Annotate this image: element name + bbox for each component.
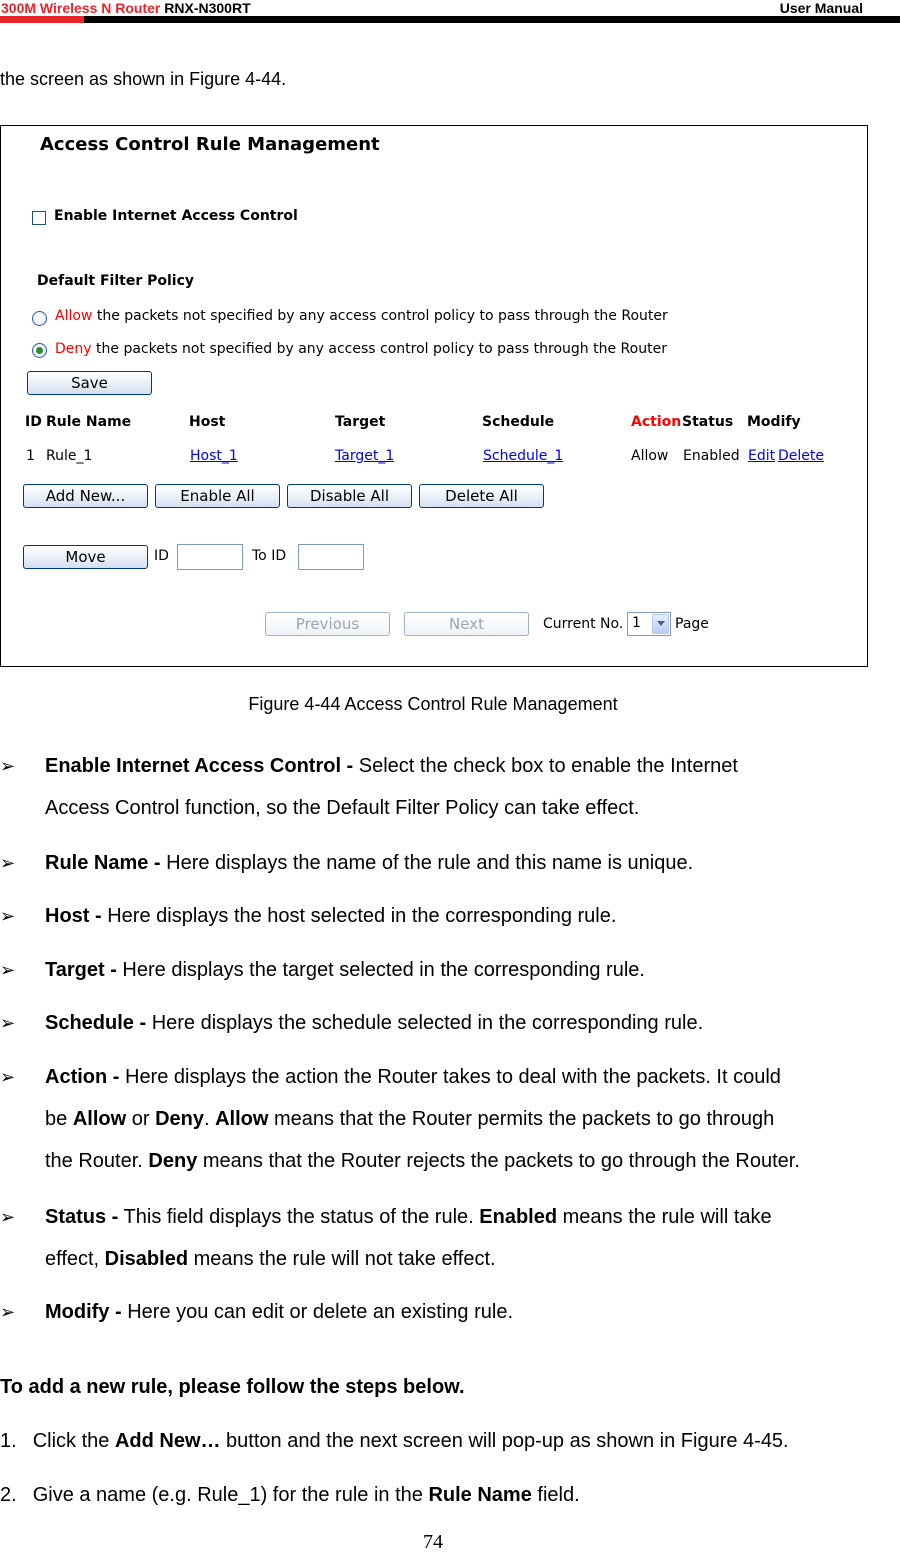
page-header	[0, 0, 900, 22]
figure-screenshot	[0, 125, 868, 667]
enable-access-control-label: Enable Internet Access Control	[54, 208, 298, 224]
page-number: 74	[423, 1531, 443, 1553]
col-status: Status	[682, 414, 734, 430]
bullet-icon: ➢	[0, 906, 16, 926]
figure-title: Access Control Rule Management	[40, 134, 380, 155]
delete-all-button[interactable]: Delete All	[419, 484, 544, 508]
col-id: ID	[25, 414, 42, 430]
bullet-icon: ➢	[0, 756, 16, 776]
header-model: 300M Wireless N Router RNX-N300RT	[1, 0, 251, 16]
allow-radio[interactable]	[32, 311, 47, 326]
id-label: ID	[154, 548, 169, 564]
bullet-icon: ➢	[0, 960, 16, 980]
deny-policy-label: Deny the packets not specified by any access control policy to pass through the Router	[55, 341, 667, 357]
page-label: Page	[675, 616, 709, 632]
enable-all-button[interactable]: Enable All	[155, 484, 280, 508]
page-select-value: 1	[632, 615, 641, 631]
steps-heading: To add a new rule, please follow the steps below.	[0, 1376, 465, 1398]
step-item: 2. Give a name (e.g. Rule_1) for the rule in the Rule Name field.	[0, 1484, 580, 1506]
header-doc-type: User Manual	[779, 0, 863, 16]
edit-link[interactable]: Edit	[748, 448, 776, 464]
col-modify: Modify	[747, 414, 801, 430]
previous-button[interactable]: Previous	[265, 612, 390, 636]
host-link[interactable]: Host_1	[190, 448, 238, 464]
add-new-button[interactable]: Add New...	[23, 484, 148, 508]
enable-access-control-checkbox[interactable]	[32, 211, 46, 225]
bullet-icon: ➢	[0, 1207, 16, 1227]
col-rule-name: Rule Name	[46, 414, 132, 430]
target-link[interactable]: Target_1	[335, 448, 395, 464]
cell-status: Enabled	[683, 448, 740, 464]
current-no-label: Current No.	[543, 616, 624, 632]
cell-id: 1	[26, 448, 35, 464]
header-rule-accent	[0, 16, 84, 23]
col-schedule: Schedule	[482, 414, 555, 430]
figure-caption: Figure 4-44 Access Control Rule Management	[248, 694, 618, 714]
step-item: 1. Click the Add New… button and the next screen will pop-up as shown in Figure 4-45.	[0, 1430, 789, 1452]
delete-link[interactable]: Delete	[778, 448, 824, 464]
bullet-icon: ➢	[0, 1302, 16, 1322]
to-id-label: To ID	[252, 548, 287, 564]
chevron-down-icon	[652, 614, 669, 634]
allow-policy-label: Allow the packets not specified by any access control policy to pass through the Router	[55, 308, 668, 324]
col-target: Target	[335, 414, 386, 430]
intro-text: the screen as shown in Figure 4-44.	[0, 69, 287, 89]
default-filter-policy-label: Default Filter Policy	[37, 273, 195, 289]
schedule-link[interactable]: Schedule_1	[483, 448, 564, 464]
col-host: Host	[189, 414, 226, 430]
next-button[interactable]: Next	[404, 612, 529, 636]
deny-radio[interactable]	[32, 343, 47, 358]
bullet-icon: ➢	[0, 1067, 16, 1087]
cell-rule-name: Rule_1	[46, 448, 93, 464]
bullet-icon: ➢	[0, 853, 16, 873]
move-to-id-input[interactable]	[298, 544, 364, 570]
move-button[interactable]: Move	[23, 545, 148, 569]
page-select[interactable]	[627, 612, 671, 636]
save-button[interactable]: Save	[27, 371, 152, 395]
disable-all-button[interactable]: Disable All	[287, 484, 412, 508]
bullet-icon: ➢	[0, 1013, 16, 1033]
cell-action: Allow	[631, 448, 669, 464]
move-from-id-input[interactable]	[177, 544, 243, 570]
col-action: Action	[631, 414, 682, 430]
header-rule	[0, 16, 900, 23]
